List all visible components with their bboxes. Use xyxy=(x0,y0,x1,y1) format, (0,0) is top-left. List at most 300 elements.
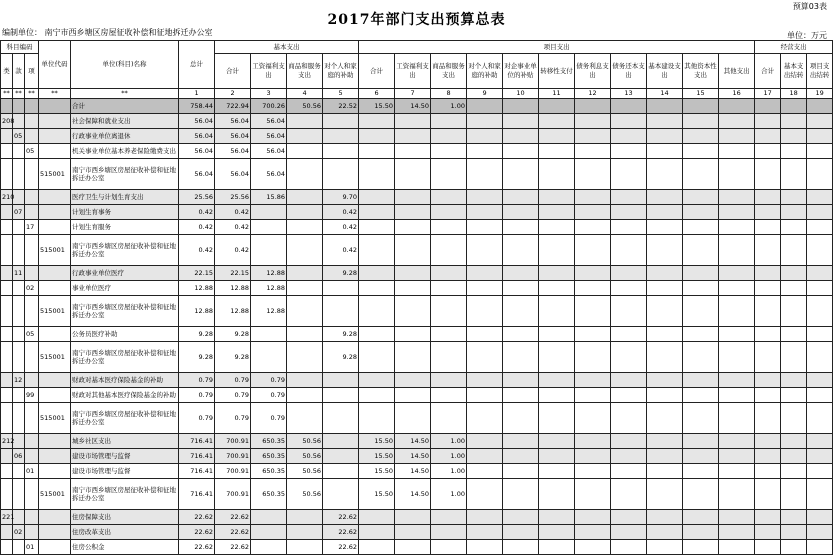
cell-kuan xyxy=(13,281,25,296)
cell-kuan xyxy=(13,464,25,479)
cell-value xyxy=(781,99,807,114)
cell-value xyxy=(611,205,647,220)
cell-value xyxy=(683,540,719,555)
cell-value xyxy=(323,434,359,449)
cell-value xyxy=(503,281,539,296)
cell-name: 住房保障支出 xyxy=(71,510,179,525)
cell-value xyxy=(395,159,431,190)
cell-value xyxy=(503,266,539,281)
cell-value: 15.50 xyxy=(359,479,395,510)
cell-value xyxy=(781,129,807,144)
cell-value: 0.79 xyxy=(251,373,287,388)
cell-value: 716.41 xyxy=(179,464,215,479)
cell-code xyxy=(39,205,71,220)
cell-value xyxy=(755,144,781,159)
cell-value xyxy=(647,342,683,373)
cell-value xyxy=(287,159,323,190)
cell-value xyxy=(251,525,287,540)
xiang-header: 项 xyxy=(25,54,39,89)
cell-value xyxy=(807,296,833,327)
cell-value xyxy=(287,342,323,373)
cell-value xyxy=(575,205,611,220)
cell-code xyxy=(39,525,71,540)
cell-value: 0.42 xyxy=(179,205,215,220)
cell-name: 社会保障和就业支出 xyxy=(71,114,179,129)
cell-value xyxy=(647,266,683,281)
cell-value xyxy=(359,205,395,220)
cell-value: 12.88 xyxy=(251,281,287,296)
cell-value xyxy=(539,525,575,540)
cell-xiang xyxy=(25,342,39,373)
cell-value: 22.52 xyxy=(323,99,359,114)
cell-value xyxy=(575,266,611,281)
cell-value xyxy=(323,449,359,464)
cell-value xyxy=(611,129,647,144)
cell-value xyxy=(755,99,781,114)
cell-value xyxy=(719,281,755,296)
cell-code xyxy=(39,144,71,159)
cell-xiang xyxy=(25,205,39,220)
cell-value xyxy=(431,525,467,540)
cell-lei xyxy=(1,205,13,220)
cell-value xyxy=(719,114,755,129)
cell-value xyxy=(539,373,575,388)
cell-value: 12.88 xyxy=(215,281,251,296)
cell-value xyxy=(807,114,833,129)
cell-xiang xyxy=(25,114,39,129)
cell-value xyxy=(611,525,647,540)
cell-value xyxy=(539,99,575,114)
cell-value xyxy=(755,205,781,220)
cell-value: 12.88 xyxy=(215,296,251,327)
cell-value xyxy=(359,129,395,144)
cell-value xyxy=(781,388,807,403)
cell-value: 1.00 xyxy=(431,99,467,114)
cell-name: 南宁市西乡塘区房屋征收补偿和征地拆迁办公室 xyxy=(71,342,179,373)
cell-value xyxy=(467,190,503,205)
cell-value: 12.88 xyxy=(179,296,215,327)
cell-value: 56.04 xyxy=(251,129,287,144)
cell-value xyxy=(781,449,807,464)
cell-value xyxy=(395,342,431,373)
cell-value xyxy=(755,190,781,205)
cell-value: 56.04 xyxy=(215,114,251,129)
cell-value xyxy=(683,220,719,235)
cell-value xyxy=(575,220,611,235)
cell-value xyxy=(503,449,539,464)
cell-value: 716.41 xyxy=(179,479,215,510)
cell-value xyxy=(647,479,683,510)
cell-value: 9.28 xyxy=(179,327,215,342)
cell-value xyxy=(395,327,431,342)
cell-lei xyxy=(1,99,13,114)
cell-value xyxy=(503,159,539,190)
cell-value xyxy=(719,129,755,144)
cell-value xyxy=(287,190,323,205)
cell-lei xyxy=(1,129,13,144)
cell-value xyxy=(807,373,833,388)
cell-value xyxy=(755,434,781,449)
cell-value xyxy=(683,205,719,220)
cell-value xyxy=(647,464,683,479)
cell-value xyxy=(807,540,833,555)
cell-value xyxy=(359,525,395,540)
cell-value xyxy=(719,540,755,555)
cell-value xyxy=(719,464,755,479)
cell-value xyxy=(683,388,719,403)
cell-value xyxy=(683,235,719,266)
cell-value xyxy=(359,510,395,525)
cell-value xyxy=(359,403,395,434)
cell-value: 0.42 xyxy=(215,235,251,266)
cell-value xyxy=(683,434,719,449)
cell-value: 56.04 xyxy=(179,159,215,190)
cell-value xyxy=(647,235,683,266)
cell-kuan xyxy=(13,510,25,525)
cell-value xyxy=(251,342,287,373)
cell-value xyxy=(807,266,833,281)
cell-value xyxy=(503,510,539,525)
table-row xyxy=(1,540,833,555)
index-cell: 5 xyxy=(323,89,359,99)
cell-xiang: 05 xyxy=(25,144,39,159)
cell-value xyxy=(683,373,719,388)
cell-value xyxy=(467,99,503,114)
cell-value: 56.04 xyxy=(215,129,251,144)
cell-value xyxy=(781,266,807,281)
cell-value xyxy=(611,114,647,129)
cell-value xyxy=(719,434,755,449)
table-row xyxy=(1,235,833,266)
cell-value xyxy=(683,510,719,525)
cell-value xyxy=(539,464,575,479)
cell-value xyxy=(647,144,683,159)
cell-kuan xyxy=(13,388,25,403)
cell-value xyxy=(431,144,467,159)
cell-value xyxy=(395,388,431,403)
cell-value xyxy=(539,479,575,510)
index-cell: 11 xyxy=(539,89,575,99)
cell-code xyxy=(39,388,71,403)
cell-value xyxy=(467,403,503,434)
cell-value xyxy=(807,190,833,205)
cell-value xyxy=(611,235,647,266)
cell-code xyxy=(39,99,71,114)
cell-value xyxy=(431,281,467,296)
cell-value xyxy=(359,159,395,190)
cell-kuan xyxy=(13,434,25,449)
cell-value: 14.50 xyxy=(395,464,431,479)
cell-value xyxy=(467,129,503,144)
cell-value xyxy=(359,540,395,555)
cell-value xyxy=(359,266,395,281)
cell-xiang: 01 xyxy=(25,464,39,479)
index-cell: 8 xyxy=(431,89,467,99)
cell-value xyxy=(807,220,833,235)
cell-value: 700.26 xyxy=(251,99,287,114)
cell-value xyxy=(431,190,467,205)
cell-value xyxy=(781,342,807,373)
cell-value xyxy=(287,144,323,159)
cell-value xyxy=(287,403,323,434)
cell-name: 行政事业单位离退休 xyxy=(71,129,179,144)
sub-header: 对个人和家庭的补助 xyxy=(467,54,503,89)
cell-value: 15.50 xyxy=(359,99,395,114)
cell-value: 9.28 xyxy=(179,342,215,373)
cell-value xyxy=(395,540,431,555)
cell-value xyxy=(647,449,683,464)
sub-header: 对企事业单位的补贴 xyxy=(503,54,539,89)
cell-value xyxy=(323,464,359,479)
cell-xiang xyxy=(25,403,39,434)
cell-value xyxy=(781,403,807,434)
cell-value xyxy=(647,99,683,114)
page-title: 2017年部门支出预算总表 xyxy=(327,12,506,28)
cell-value: 0.79 xyxy=(251,388,287,403)
cell-value xyxy=(719,266,755,281)
cell-value xyxy=(575,281,611,296)
cell-value xyxy=(647,281,683,296)
cell-value xyxy=(575,449,611,464)
cell-value xyxy=(539,296,575,327)
cell-value xyxy=(755,296,781,327)
cell-value: 22.62 xyxy=(179,510,215,525)
index-cell: 7 xyxy=(395,89,431,99)
cell-value: 0.79 xyxy=(215,403,251,434)
cell-value xyxy=(807,205,833,220)
cell-value xyxy=(781,540,807,555)
cell-value xyxy=(755,266,781,281)
cell-value xyxy=(503,464,539,479)
cell-value xyxy=(539,190,575,205)
cell-value: 56.04 xyxy=(215,159,251,190)
cell-value: 0.42 xyxy=(179,220,215,235)
cell-xiang xyxy=(25,159,39,190)
cell-value xyxy=(611,479,647,510)
cell-value: 15.50 xyxy=(359,434,395,449)
cell-value xyxy=(251,220,287,235)
cell-value xyxy=(719,190,755,205)
cell-value: 22.62 xyxy=(215,540,251,555)
sub-header: 工资福利支出 xyxy=(395,54,431,89)
cell-value: 9.28 xyxy=(215,342,251,373)
cell-value xyxy=(287,525,323,540)
index-cell: 13 xyxy=(611,89,647,99)
cell-value xyxy=(395,205,431,220)
cell-value: 9.28 xyxy=(323,266,359,281)
cell-value xyxy=(467,464,503,479)
cell-value xyxy=(575,159,611,190)
cell-value: 50.56 xyxy=(287,464,323,479)
cell-value xyxy=(611,296,647,327)
cell-code: 515001 xyxy=(39,235,71,266)
cell-value: 0.42 xyxy=(323,235,359,266)
cell-value xyxy=(431,129,467,144)
cell-value xyxy=(611,144,647,159)
cell-value xyxy=(781,190,807,205)
cell-value xyxy=(323,373,359,388)
cell-value: 12.88 xyxy=(251,266,287,281)
cell-value xyxy=(575,403,611,434)
index-cell: 4 xyxy=(287,89,323,99)
cell-value xyxy=(755,373,781,388)
cell-value xyxy=(539,540,575,555)
cell-value: 22.62 xyxy=(179,525,215,540)
cell-value xyxy=(719,510,755,525)
cell-value xyxy=(503,99,539,114)
sub-header: 项目支出结转 xyxy=(807,54,833,89)
cell-value: 716.41 xyxy=(179,449,215,464)
cell-lei xyxy=(1,388,13,403)
cell-value xyxy=(395,525,431,540)
cell-value xyxy=(359,220,395,235)
cell-value xyxy=(467,114,503,129)
cell-value xyxy=(755,540,781,555)
cell-value: 700.91 xyxy=(215,479,251,510)
cell-value xyxy=(611,373,647,388)
cell-value xyxy=(781,235,807,266)
cell-xiang xyxy=(25,525,39,540)
cell-value xyxy=(539,129,575,144)
cell-value: 0.42 xyxy=(323,205,359,220)
table-row xyxy=(1,464,833,479)
cell-lei xyxy=(1,464,13,479)
cell-value xyxy=(755,114,781,129)
cell-value xyxy=(503,114,539,129)
cell-value xyxy=(395,266,431,281)
cell-name: 财政对基本医疗保险基金的补助 xyxy=(71,373,179,388)
cell-value xyxy=(323,281,359,296)
cell-kuan: 07 xyxy=(13,205,25,220)
sub-header: 对个人和家庭的补助 xyxy=(323,54,359,89)
cell-xiang: 01 xyxy=(25,540,39,555)
cell-value xyxy=(719,403,755,434)
cell-value xyxy=(719,342,755,373)
cell-kuan xyxy=(13,144,25,159)
cell-value: 0.42 xyxy=(215,205,251,220)
cell-value xyxy=(575,327,611,342)
cell-name: 建设市场管理与监督 xyxy=(71,464,179,479)
cell-value xyxy=(755,479,781,510)
sub-header: 工资福利支出 xyxy=(251,54,287,89)
cell-kuan xyxy=(13,327,25,342)
cell-value: 22.62 xyxy=(215,525,251,540)
cell-name: 医疗卫生与计划生育支出 xyxy=(71,190,179,205)
kuan-header: 款 xyxy=(13,54,25,89)
cell-value: 700.91 xyxy=(215,449,251,464)
cell-kuan: 02 xyxy=(13,525,25,540)
cell-xiang xyxy=(25,235,39,266)
cell-value xyxy=(575,479,611,510)
cell-value xyxy=(539,388,575,403)
cell-value xyxy=(611,449,647,464)
cell-value xyxy=(647,159,683,190)
table-row xyxy=(1,342,833,373)
cell-value xyxy=(755,129,781,144)
cell-value: 25.56 xyxy=(179,190,215,205)
cell-value: 650.35 xyxy=(251,449,287,464)
cell-lei xyxy=(1,373,13,388)
cell-value xyxy=(539,235,575,266)
cell-value xyxy=(611,159,647,190)
cell-value: 22.62 xyxy=(215,510,251,525)
cell-value: 22.15 xyxy=(179,266,215,281)
cell-value xyxy=(647,205,683,220)
cell-value xyxy=(503,479,539,510)
cell-value xyxy=(647,525,683,540)
cell-value xyxy=(467,479,503,510)
cell-value: 56.04 xyxy=(179,129,215,144)
basic-header: 基本支出 xyxy=(215,41,359,54)
sub-header: 合计 xyxy=(755,54,781,89)
table-row xyxy=(1,525,833,540)
cell-xiang xyxy=(25,479,39,510)
cell-value xyxy=(359,373,395,388)
cell-xiang xyxy=(25,190,39,205)
cell-kuan: 05 xyxy=(13,129,25,144)
cell-value: 1.00 xyxy=(431,479,467,510)
cell-value xyxy=(503,403,539,434)
unit-code-header: 单位代码 xyxy=(39,41,71,89)
cell-name: 财政对其他基本医疗保险基金的补助 xyxy=(71,388,179,403)
cell-value: 650.35 xyxy=(251,464,287,479)
cell-value: 12.88 xyxy=(179,281,215,296)
cell-value xyxy=(575,129,611,144)
cell-name: 南宁市西乡塘区房屋征收补偿和征地拆迁办公室 xyxy=(71,479,179,510)
cell-lei xyxy=(1,449,13,464)
cell-value xyxy=(611,464,647,479)
cell-value xyxy=(683,144,719,159)
cell-name: 住房公积金 xyxy=(71,540,179,555)
sub-header: 合计 xyxy=(359,54,395,89)
cell-value xyxy=(611,403,647,434)
cell-value xyxy=(575,388,611,403)
cell-lei: 221 xyxy=(1,510,13,525)
cell-lei xyxy=(1,327,13,342)
cell-value xyxy=(807,464,833,479)
cell-value xyxy=(287,327,323,342)
cell-value xyxy=(467,159,503,190)
cell-name: 事业单位医疗 xyxy=(71,281,179,296)
index-cell: ** xyxy=(1,89,13,99)
table-row xyxy=(1,373,833,388)
cell-value: 56.04 xyxy=(251,144,287,159)
cell-value xyxy=(395,296,431,327)
cell-lei xyxy=(1,540,13,555)
cell-value: 9.28 xyxy=(215,327,251,342)
cell-value xyxy=(611,388,647,403)
cell-value xyxy=(807,434,833,449)
cell-value xyxy=(323,159,359,190)
cell-value xyxy=(755,281,781,296)
cell-value: 22.62 xyxy=(323,510,359,525)
cell-value xyxy=(647,388,683,403)
cell-value xyxy=(683,449,719,464)
cell-value xyxy=(755,235,781,266)
cell-lei xyxy=(1,159,13,190)
sub-header: 债务还本支出 xyxy=(611,54,647,89)
cell-value xyxy=(323,403,359,434)
cell-kuan xyxy=(13,342,25,373)
cell-value xyxy=(575,99,611,114)
cell-value: 722.94 xyxy=(215,99,251,114)
cell-value: 22.62 xyxy=(323,540,359,555)
cell-value: 0.79 xyxy=(251,403,287,434)
cell-code xyxy=(39,327,71,342)
cell-value xyxy=(395,144,431,159)
cell-value xyxy=(431,159,467,190)
cell-value xyxy=(287,220,323,235)
